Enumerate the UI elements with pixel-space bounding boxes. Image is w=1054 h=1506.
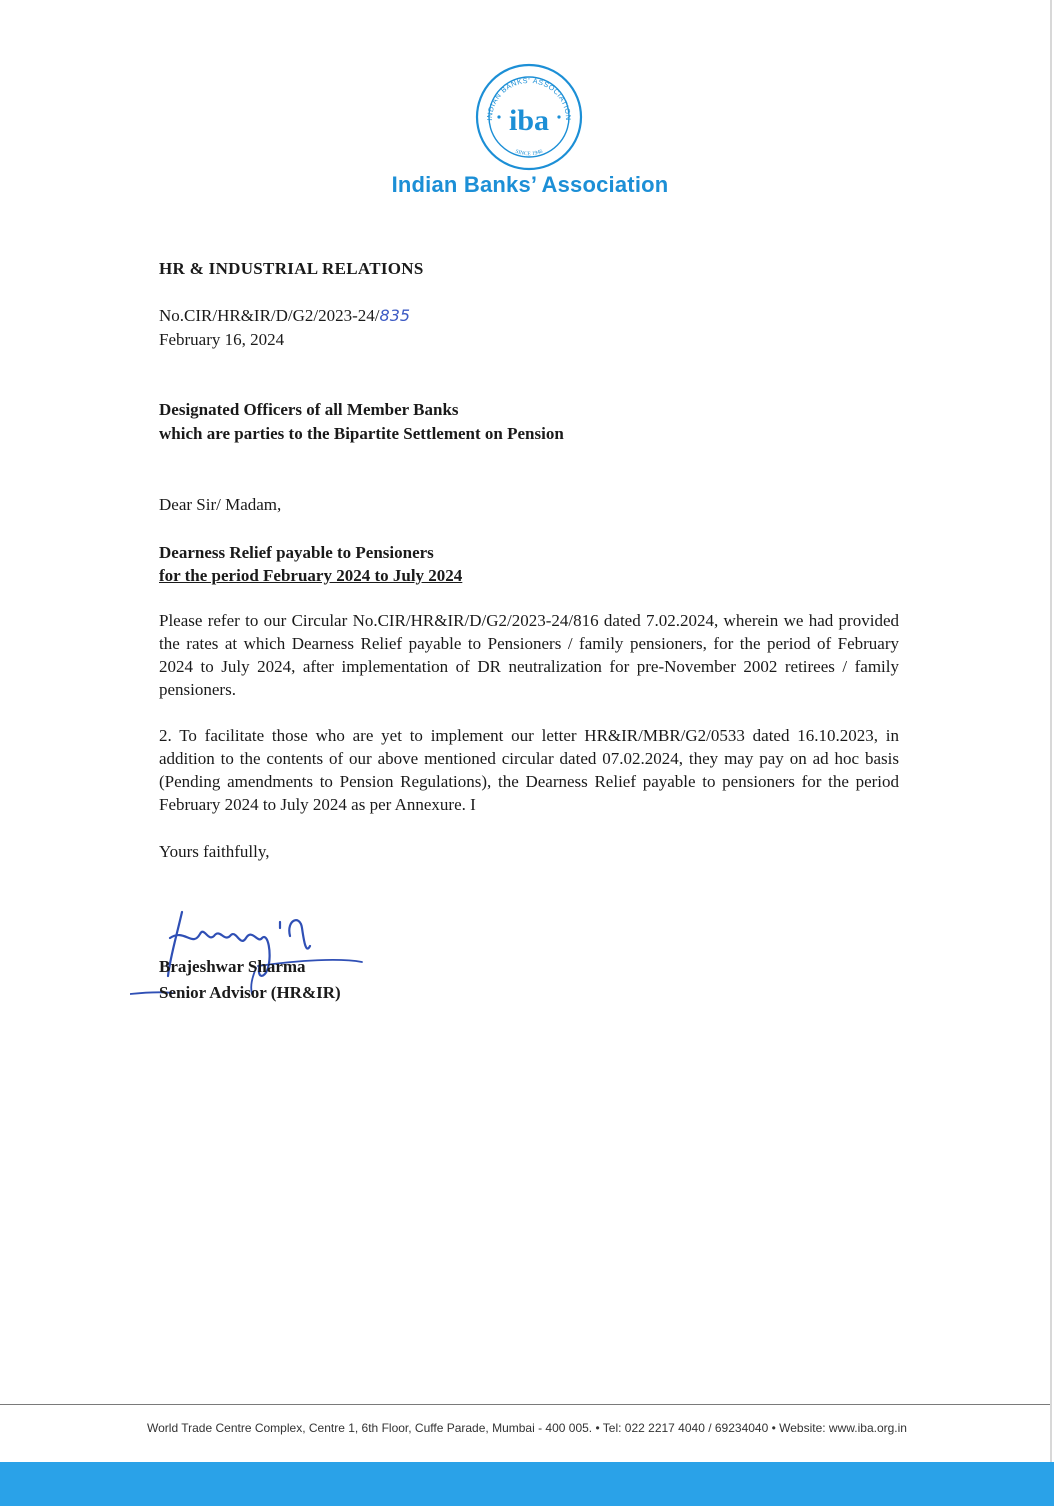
body-paragraph-2: 2. To facilitate those who are yet to implement our letter HR&IR/MBR/G2/0533 dated 16.10.2023, in addition to the contents of our above mentioned circular dated 07.02.2024, they may pay on ad hoc basis (Pending amendments to Pension Regulations), the Dearness Relief payable to pensioners for the period February 2024 to July 2024 as per Annexure. I [159,726,899,814]
page-edge [1050,0,1052,1506]
letter-date: February 16, 2024 [159,330,285,349]
reference-number [159,306,410,326]
subject [159,541,462,587]
footer-address: World Trade Centre Complex, Centre 1, 6th Floor, Cuffe Parade, Mumbai - 400 005. • Tel: 022 2217 4040 / 69234040 • Website: www.iba.org.in [147,1421,907,1435]
org-name: Indian Banks’ Association [391,172,669,197]
subject-line-1: Dearness Relief payable to Pensioners [159,543,434,562]
iba-seal-icon [474,62,584,172]
addressee [159,398,564,446]
department-heading: HR & INDUSTRIAL RELATIONS [159,259,424,278]
salutation: Dear Sir/ Madam, [159,495,282,514]
seal-bottom-text: SINCE 1946 [514,148,544,158]
closing: Yours faithfully, [159,842,270,861]
seal-top-text: INDIAN BANKS' ASSOCIATION [484,75,574,121]
footer-divider [0,1404,1050,1405]
seal-center-text: iba [508,104,550,137]
signer-title: Senior Advisor (HR&IR) [159,983,341,1002]
body-paragraph-1: Please refer to our Circular No.CIR/HR&IR/D/G2/2023-24/816 dated 7.02.2024, wherein we had provided the rates at which Dearness Relief payable to Pensioners / family pensioners, for the period of February 2024 to July 2024, after implementation of DR neutralization for pre-November 2002 retirees / family pensioners. [159,611,899,699]
signer-name: Brajeshwar Sharma [159,957,306,976]
subject-line-2: for the period February 2024 to July 2024 [159,566,463,585]
addressee-line-1: Designated Officers of all Member Banks [159,400,459,419]
reference-handwritten-number: 835 [379,306,411,325]
footer-color-band [0,1462,1054,1506]
reference-prefix: No.CIR/HR&IR/D/G2/2023-24/ [159,306,380,325]
addressee-line-2: which are parties to the Bipartite Settlement on Pension [159,424,564,443]
